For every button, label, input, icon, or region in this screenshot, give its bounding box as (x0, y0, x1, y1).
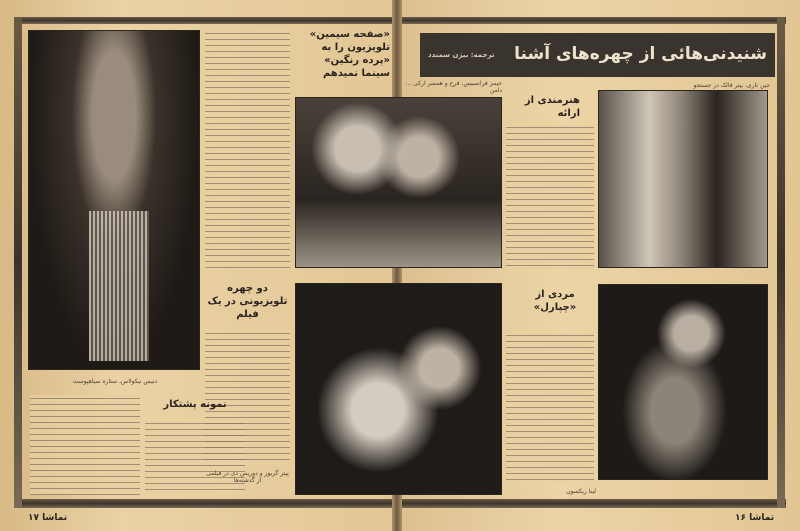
western-photo-caption: لینا ریکسون (566, 488, 596, 495)
body-text (205, 330, 290, 464)
article-heading: مردی از «چپارل» (533, 289, 577, 313)
comedy-scene-photo (295, 283, 502, 495)
comedy-photo-caption: پیتر گریوز و دوریس دی در فیلمی از گذشته‌ها (206, 470, 289, 484)
couple-photo (295, 97, 502, 268)
translator-credit: ترجمه: بیژن سمندد (428, 51, 495, 59)
article-heading: دو چهره تلویزیونی در یک فیلم (207, 283, 288, 320)
body-text (205, 30, 290, 270)
title-bar (420, 33, 775, 77)
body-text (506, 332, 594, 482)
detective-photo (598, 90, 768, 268)
left-border (14, 17, 22, 508)
article-heading: هنرمندی از ارائه (524, 95, 580, 119)
right-border (777, 17, 785, 508)
body-text (506, 124, 594, 270)
western-photo (598, 284, 768, 480)
feature-title: شنیدنی‌هائی از چهره‌های آشنا (514, 44, 767, 64)
woman-portrait-photo (28, 30, 200, 370)
detective-photo-caption: جین تاری، پیتر فالک در جستجو (693, 82, 770, 89)
article-heading: «صفحه سیمین» تلویزیون را به «پرده رنگین» سینما نمیدهم (309, 29, 390, 79)
page-number-left: تماشا ۱۷ (28, 513, 68, 523)
couple-photo-caption: جیمز فرانسیس، فرح و همسر ارکی ... دامن (405, 80, 502, 94)
body-text (30, 395, 140, 495)
article-heading: نمونه پشتکار (163, 399, 227, 410)
woman-photo-caption: دنیس نیکولاس، ستاره سیاهپوست (72, 378, 158, 385)
page-number-right: تماشا ۱۶ (735, 513, 775, 523)
